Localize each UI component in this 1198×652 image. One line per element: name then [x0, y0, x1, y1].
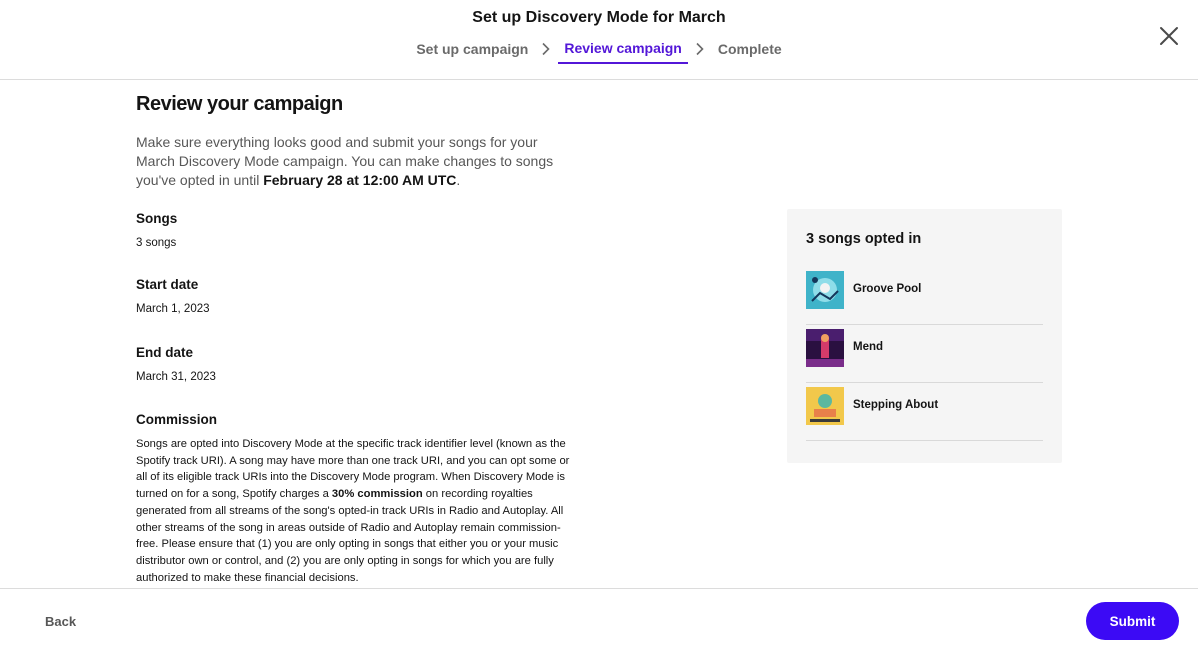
opted-in-songs-panel — [787, 209, 1062, 463]
commission-text: Songs are opted into Discovery Mode at the specific track identifier level (known as the Spotify track URI). A song may have more than one track URI, and you can opt some or all of its eligible track URIs into the Discovery Mode program. When Discovery Mode is turned on for a song, Spotify charges a 30% commission on recording royalties generated from all streams of the song's opted-in track URIs in Radio and Autoplay. All other streams of the song in areas outside of Radio and Autoplay remain commission-free. Please ensure that (1) you are only opting in songs that either you or your music distributor own or control, and (2) you are only opting in songs for which you are fully authorized to make these financial decisions. — [136, 438, 570, 584]
song-name: Groove Pool — [853, 283, 922, 295]
submit-button[interactable]: Submit — [1086, 602, 1179, 640]
step-set-up-campaign[interactable]: Set up campaign — [416, 41, 529, 57]
intro-text: Make sure everything looks good and submit your songs for your March Discovery Mode campaign. You can make changes to songs you've opted in until February 28 at 12:00 AM UTC. — [136, 134, 554, 188]
song-name: Stepping About — [853, 399, 939, 411]
commission-label: Commission — [136, 412, 218, 427]
review-content — [136, 80, 576, 588]
modal-header — [0, 0, 1198, 80]
song-item — [806, 325, 1043, 383]
end-date-label: End date — [136, 345, 194, 360]
album-art-image — [806, 387, 844, 425]
panel-title: 3 songs opted in — [806, 231, 922, 247]
chevron-right-icon — [539, 42, 553, 56]
songs-value: 3 songs — [136, 237, 177, 249]
chevron-right-icon — [693, 42, 707, 56]
start-date-value: March 1, 2023 — [136, 303, 210, 315]
back-button[interactable]: Back — [45, 614, 77, 629]
step-complete: Complete — [717, 41, 782, 57]
step-breadcrumb — [0, 38, 1198, 64]
album-art-image — [806, 271, 844, 309]
song-name: Mend — [853, 341, 884, 353]
start-date-label: Start date — [136, 277, 199, 292]
modal-title: Set up Discovery Mode for March — [472, 9, 726, 26]
song-item — [806, 267, 1043, 325]
commission-rate: 30% commission — [331, 488, 423, 501]
album-art-image — [806, 329, 844, 367]
step-review-campaign[interactable]: Review campaign — [558, 38, 688, 64]
songs-label: Songs — [136, 211, 178, 226]
song-item — [806, 383, 1043, 441]
deadline: February 28 at 12:00 AM UTC — [263, 172, 457, 188]
page-title: Review your campaign — [136, 93, 343, 115]
end-date-value: March 31, 2023 — [136, 371, 216, 383]
modal-footer — [0, 588, 1198, 652]
